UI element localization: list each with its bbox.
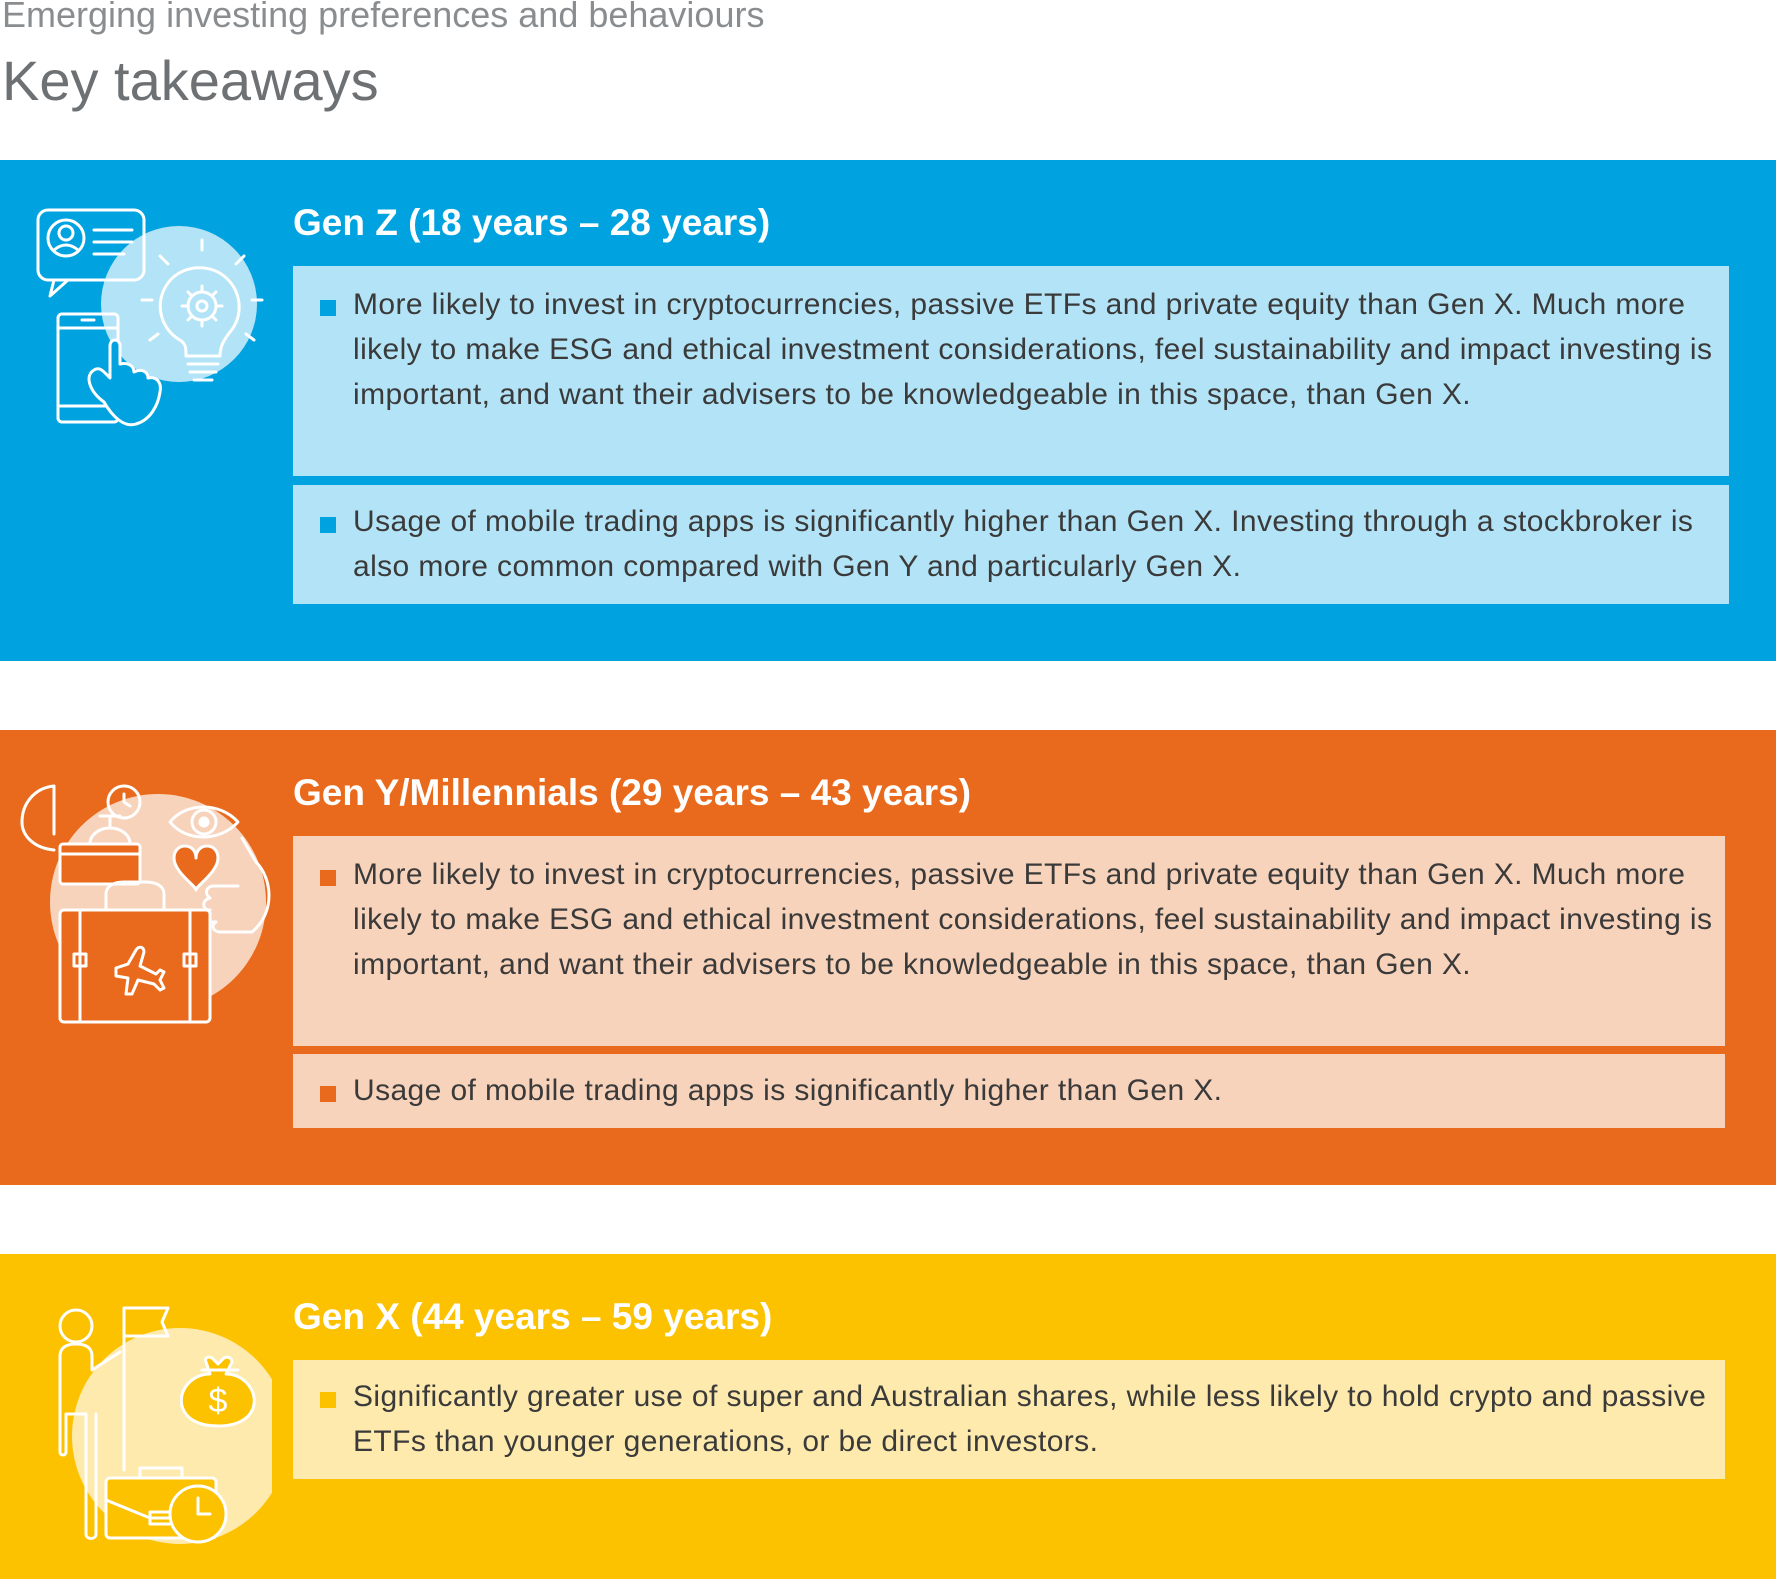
bullet-marker <box>320 300 336 316</box>
takeaway-text: Usage of mobile trading apps is significantly higher than Gen X. <box>353 1074 1223 1107</box>
takeaway-text: Significantly greater use of super and Australian shares, while less likely to hold crypto and passive ETFs than younger generations, or be direct investors. <box>353 1380 1707 1458</box>
takeaway-box <box>293 485 1729 604</box>
takeaway-text: More likely to invest in cryptocurrencies, passive ETFs and private equity than Gen X. Much more likely to make ESG and ethical investment considerations, feel sustainability and impact investing is important, and want their advisers to be knowledgeable in this space, than Gen X. <box>353 288 1713 411</box>
goals-money-time-icon <box>42 1304 272 1554</box>
section-heading: Gen Z (18 years – 28 years) <box>293 202 771 243</box>
bullet-marker <box>320 1086 336 1102</box>
page-subtitle: Emerging investing preferences and behaviours <box>2 0 765 35</box>
takeaway-box <box>293 266 1729 476</box>
section-gen-y <box>0 730 1776 1185</box>
section-gen-x <box>0 1254 1776 1579</box>
section-heading: Gen Y/Millennials (29 years – 43 years) <box>293 772 972 813</box>
takeaway-box <box>293 1360 1725 1479</box>
bullet-marker <box>320 870 336 886</box>
takeaway-box <box>293 836 1725 1046</box>
page-title: Key takeaways <box>2 49 379 112</box>
takeaway-box <box>293 1054 1725 1128</box>
takeaway-text: More likely to invest in cryptocurrencies, passive ETFs and private equity than Gen X. Much more likely to make ESG and ethical investment considerations, feel sustainability and impact investing is important, and want their advisers to be knowledgeable in this space, than Gen X. <box>353 858 1713 981</box>
digital-ideas-icon <box>34 206 274 428</box>
takeaway-text: Usage of mobile trading apps is significantly higher than Gen X. Investing through a stockbroker is also more common compared with Gen Y and particularly Gen X. <box>353 505 1694 583</box>
bullet-marker <box>320 1392 336 1408</box>
section-heading: Gen X (44 years – 59 years) <box>293 1296 773 1337</box>
lifestyle-travel-icon <box>20 782 280 1026</box>
bullet-marker <box>320 517 336 533</box>
section-gen-z <box>0 160 1776 661</box>
svg-text:$: $ <box>208 1382 228 1420</box>
